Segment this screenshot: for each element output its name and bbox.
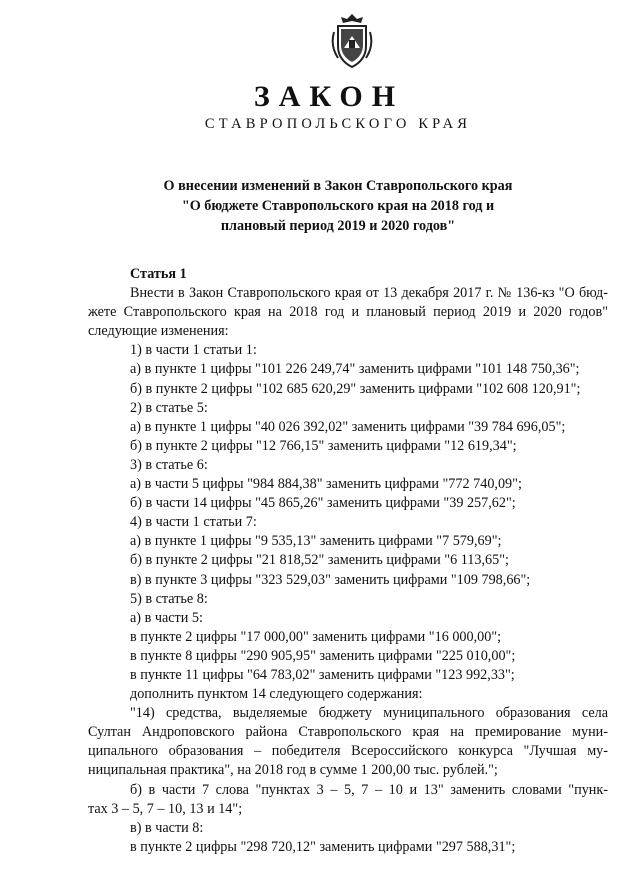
article-line: б) в пункте 2 цифры "102 685 620,29" заменить цифрами "102 608 120,91"; [130, 380, 581, 397]
law-subtitle: СТАВРОПОЛЬСКОГО КРАЯ [204, 116, 472, 132]
article-line: б) в пункте 2 цифры "12 766,15" заменить цифрами "12 619,34"; [130, 437, 517, 454]
article-line: а) в пункте 1 цифры "9 535,13" заменить цифрами "7 579,69"; [130, 533, 502, 550]
article-line: 4) в части 1 статьи 7: [130, 514, 257, 531]
article-line: Внести в Закон Ставропольского края от 13 декабря 2017 г. № 136-кз "О бюд- [130, 285, 608, 302]
article-line: б) в части 14 цифры "45 865,26" заменить цифрами "39 257,62"; [130, 495, 516, 512]
article-line: дополнить пунктом 14 следующего содержания: [130, 686, 423, 703]
article-line: в пункте 8 цифры "290 905,95" заменить цифрами "225 010,00"; [130, 647, 516, 664]
article-line: "14) средства, выделяемые бюджету муниципального образования села [130, 705, 608, 722]
article-body [88, 265, 608, 857]
article-line: а) в части 5 цифры "984 884,38" заменить цифрами "772 740,09"; [130, 476, 522, 493]
article-line: 5) в статье 8: [130, 590, 208, 607]
article-line: ципального образования – победителя Всероссийского конкурса "Лучшая му- [88, 743, 608, 760]
document-title-line: плановый период 2019 и 2020 годов" [220, 218, 456, 234]
article-line: в пункте 2 цифры "17 000,00" заменить цифрами "16 000,00"; [130, 628, 502, 645]
document-title-line: О внесении изменений в Закон Ставропольского края [163, 178, 513, 194]
article-line: в пункте 2 цифры "298 720,12" заменить цифрами "297 588,31"; [130, 838, 516, 855]
article-line: тах 3 – 5, 7 – 10, 13 и 14"; [88, 800, 243, 817]
article-line: б) в части 7 слова "пунктах 3 – 5, 7 – 10 и 13" заменить словами "пунк- [130, 781, 608, 798]
article-line: а) в пункте 1 цифры "101 226 249,74" заменить цифрами "101 148 750,36"; [130, 361, 580, 378]
article-heading: Статья 1 [130, 266, 187, 282]
article-line: 3) в статье 6: [130, 456, 208, 473]
article-line: 1) в части 1 статьи 1: [130, 342, 257, 359]
coat-of-arms-icon [330, 12, 374, 70]
document-title [0, 176, 640, 236]
article-line: б) в пункте 2 цифры "21 818,52" заменить цифрами "6 113,65"; [130, 552, 509, 569]
document-title-line: "О бюджете Ставропольского края на 2018 год и [181, 198, 495, 214]
article-line: а) в части 5: [130, 609, 203, 626]
article-line: Султан Андроповского района Ставропольского края на премирование муни- [88, 724, 608, 741]
article-line: в) в части 8: [130, 819, 204, 836]
article-line: в пункте 11 цифры "64 783,02" заменить цифрами "123 992,33"; [130, 666, 515, 683]
article-line: в) в пункте 3 цифры "323 529,03" заменить цифрами "109 798,66"; [130, 571, 531, 588]
article-line: следующие изменения: [88, 323, 229, 340]
article-line: 2) в статье 5: [130, 399, 208, 416]
law-title: ЗАКОН [253, 80, 405, 113]
article-line: жете Ставропольского края на 2018 год и плановый период 2019 и 2020 годов" [88, 304, 608, 321]
article-line: а) в пункте 1 цифры "40 026 392,02" заменить цифрами "39 784 696,05"; [130, 418, 566, 435]
article-line: ниципальная практика", на 2018 год в сумме 1 200,00 тыс. рублей."; [88, 762, 498, 779]
